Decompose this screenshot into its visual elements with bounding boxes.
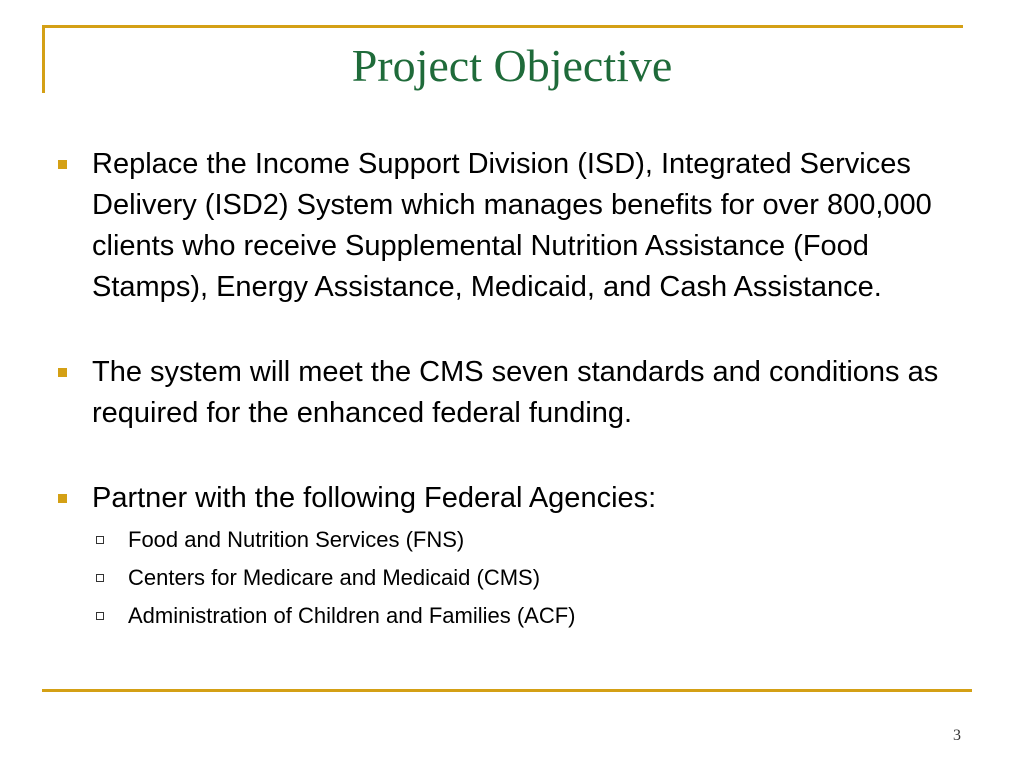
bullet-item-cms-standards [58,352,958,434]
frame-top-rule [42,25,963,28]
bullet-item-replace-isd2 [58,144,958,308]
bullet-text: Partner with the following Federal Agencies: [92,482,657,514]
square-bullet-icon [58,160,67,169]
hollow-square-bullet-icon [96,536,104,544]
sub-item-acf [128,597,958,635]
footer-rule [42,689,972,692]
sub-item-fns [128,521,958,559]
hollow-square-bullet-icon [96,574,104,582]
page-number: 3 [953,727,961,744]
bullet-list [58,144,958,635]
sub-item-text: Food and Nutrition Services (FNS) [128,527,465,552]
bullet-text: Replace the Income Support Division (ISD), Integrated Services Delivery (ISD2) System which manages benefits for over 800,000 clients who receive Supplemental Nutrition Assistance (Food Stamps), Energy Assistance, Medicaid, and Cash Assistance. [92,148,932,303]
sub-bullet-list [58,521,958,635]
bullet-text: The system will meet the CMS seven standards and conditions as required for the enhanced federal funding. [92,356,939,429]
square-bullet-icon [58,494,67,503]
sub-item-text: Centers for Medicare and Medicaid (CMS) [128,565,541,590]
hollow-square-bullet-icon [96,612,104,620]
sub-item-text: Administration of Children and Families (ACF) [128,603,576,628]
sub-item-cms [128,559,958,597]
slide-title: Project Objective [351,40,673,91]
square-bullet-icon [58,368,67,377]
bullet-item-federal-partners [58,478,958,519]
